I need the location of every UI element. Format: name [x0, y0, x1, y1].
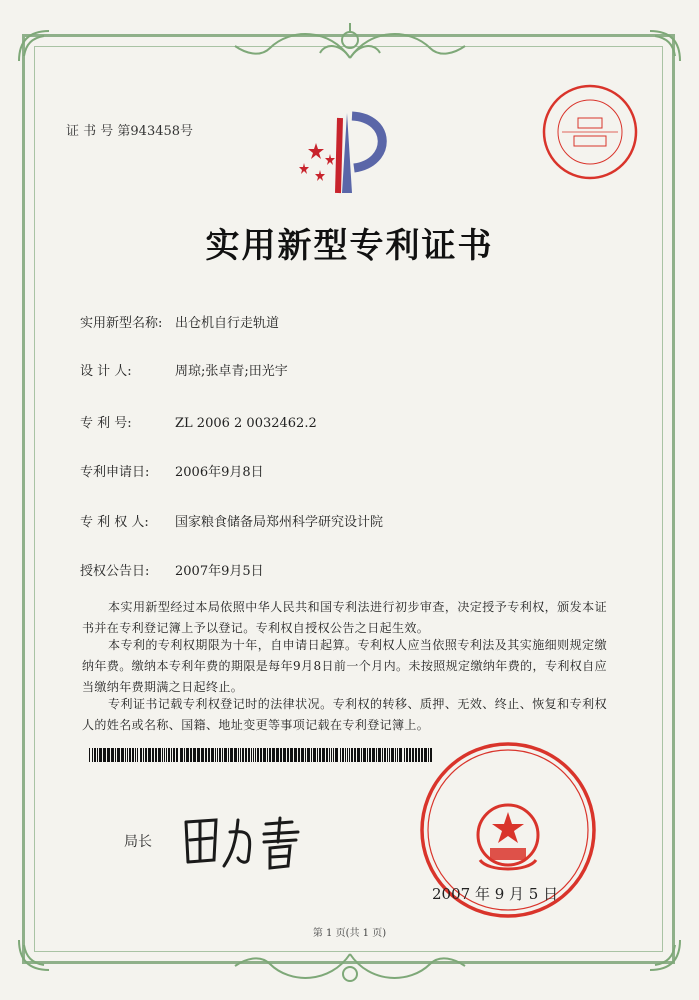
director-signature	[180, 812, 310, 872]
field-label: 授权公告日:	[80, 564, 150, 579]
field-value: 国家粮食储备局郑州科学研究设计院	[175, 515, 384, 530]
body-paragraph-1: 本实用新型经过本局依照中华人民共和国专利法进行初步审查，决定授予专利权，颁发本证书并在专利登记簿上予以登记。专利权自授权公告之日起生效。	[82, 600, 607, 635]
barcode-bar	[162, 748, 163, 762]
barcode-bar	[97, 748, 98, 762]
field-label: 专 利 号:	[80, 416, 132, 431]
barcode-bar	[158, 748, 161, 762]
barcode-bar	[307, 748, 310, 762]
barcode-bar	[257, 748, 259, 762]
barcode-bar	[219, 748, 221, 762]
barcode-bar	[228, 748, 229, 762]
barcode-bar	[193, 748, 196, 762]
field-label: 专利申请日:	[80, 465, 150, 480]
barcode-bar	[399, 748, 402, 762]
field-patentee	[80, 511, 383, 530]
certificate-title: 实用新型专利证书	[205, 226, 494, 266]
barcode-bar	[135, 748, 136, 762]
barcode-bar	[222, 748, 223, 762]
barcode-bar	[208, 748, 210, 762]
field-application-date	[80, 461, 264, 480]
tax-seal	[540, 82, 640, 182]
barcode-bar	[301, 748, 304, 762]
barcode-bar	[238, 748, 239, 762]
barcode-bar	[372, 748, 375, 762]
body-paragraph-2: 本专利的专利权期限为十年，自申请日起算。专利权人应当依照专利法及其实施细则规定缴纳年费。缴纳本专利年费的期限是每年9月8日前一个月内。未按照规定缴纳年费的，专利权自应当缴纳年费期满之日起终止。	[82, 638, 607, 694]
barcode-bar	[305, 748, 306, 762]
barcode-bar	[217, 748, 218, 762]
barcode-bar	[117, 748, 120, 762]
body-paragraph-3: 专利证书记载专利权登记时的法律状况。专利权的转移、质押、无效、终止、恢复和专利权人的姓名或名称、国籍、地址变更等事项记载在专利登记簿上。	[82, 697, 607, 732]
barcode-bar	[211, 748, 214, 762]
barcode-bar	[115, 748, 116, 762]
field-utility-model-name	[80, 312, 279, 331]
issue-date: 2007 年 9 月 5 日	[432, 885, 559, 903]
barcode-bar	[107, 748, 110, 762]
director-label: 局长	[124, 834, 152, 850]
barcode-bar	[245, 748, 247, 762]
barcode-bar	[397, 748, 398, 762]
field-label: 专 利 权 人:	[80, 515, 149, 530]
barcode-bar	[184, 748, 185, 762]
barcode-bar	[340, 748, 341, 762]
field-grant-date	[80, 560, 264, 579]
field-value: 2007年9月5日	[175, 564, 264, 579]
barcode-bar	[186, 748, 189, 762]
barcode-bar	[190, 748, 192, 762]
barcode-bar	[311, 748, 312, 762]
barcode-bar	[94, 748, 96, 762]
barcode-bar	[234, 748, 237, 762]
barcode-bar	[132, 748, 134, 762]
barcode-bar	[376, 748, 377, 762]
barcode-bar	[260, 748, 262, 762]
barcode-bar	[280, 748, 282, 762]
barcode-bar	[145, 748, 147, 762]
barcode-bar	[251, 748, 252, 762]
barcode-bar	[342, 748, 344, 762]
barcode-bar	[224, 748, 227, 762]
barcode-bar	[99, 748, 102, 762]
barcode-bar	[205, 748, 207, 762]
barcode-bar	[409, 748, 411, 762]
barcode-bar	[351, 748, 353, 762]
barcode-bar	[121, 748, 124, 762]
barcode-bar	[166, 748, 167, 762]
barcode-bar	[240, 748, 241, 762]
barcode-bar	[335, 748, 338, 762]
field-value: ZL 2006 2 0032462.2	[175, 416, 317, 431]
barcode-bar	[357, 748, 360, 762]
field-value: 出仓机自行走轨道	[175, 316, 280, 331]
barcode-bar	[294, 748, 297, 762]
barcode-bar	[361, 748, 362, 762]
barcode-bar	[412, 748, 414, 762]
barcode-bar	[378, 748, 381, 762]
barcode-bar	[283, 748, 286, 762]
barcode-bar	[331, 748, 332, 762]
barcode-bar	[171, 748, 172, 762]
barcode-bar	[269, 748, 271, 762]
barcode-bar	[319, 748, 321, 762]
field-value: 2006年9月8日	[175, 465, 264, 480]
barcode-bar	[248, 748, 250, 762]
barcode-bar	[326, 748, 328, 762]
barcode-bar	[384, 748, 386, 762]
barcode-bar	[415, 748, 417, 762]
barcode-bar	[349, 748, 350, 762]
barcode-bar	[333, 748, 334, 762]
barcode-bar	[329, 748, 330, 762]
barcode-bar	[354, 748, 356, 762]
barcode-bar	[317, 748, 318, 762]
corner-ornament-bl	[14, 935, 54, 975]
field-designer	[80, 360, 288, 379]
barcode-bar	[173, 748, 175, 762]
barcode-bar	[143, 748, 144, 762]
barcode-bar	[263, 748, 266, 762]
barcode-bar	[140, 748, 142, 762]
barcode-bar	[298, 748, 300, 762]
barcode-bar	[276, 748, 279, 762]
barcode-bar	[369, 748, 371, 762]
barcode-bar	[395, 748, 396, 762]
barcode-bar	[272, 748, 275, 762]
barcode-bar	[201, 748, 204, 762]
bottom-ornament	[230, 948, 470, 992]
barcode-bar	[164, 748, 165, 762]
barcode-bar	[253, 748, 254, 762]
field-label: 设 计 人:	[80, 364, 132, 379]
barcode-bar	[111, 748, 114, 762]
barcode-bar	[391, 748, 394, 762]
barcode-bar	[215, 748, 216, 762]
barcode-bar	[267, 748, 268, 762]
field-value: 周琼;张卓青;田光宇	[175, 364, 288, 379]
barcode-bar	[313, 748, 316, 762]
certificate-number-label: 证 书 号	[66, 124, 114, 139]
barcode-bar	[152, 748, 154, 762]
barcode-bar	[363, 748, 366, 762]
barcode-bar	[168, 748, 170, 762]
barcode-bar	[382, 748, 383, 762]
field-patent-number	[80, 412, 317, 431]
field-label: 实用新型名称:	[80, 316, 163, 331]
barcode-bar	[345, 748, 346, 762]
barcode-bar	[180, 748, 183, 762]
barcode-bar	[125, 748, 126, 762]
barcode-bar	[367, 748, 368, 762]
corner-ornament-tl	[14, 26, 54, 66]
barcode-bar	[103, 748, 106, 762]
barcode-bar	[287, 748, 289, 762]
top-ornament	[230, 18, 470, 68]
barcode-bar	[129, 748, 131, 762]
barcode	[89, 748, 434, 762]
barcode-bar	[322, 748, 325, 762]
barcode-bar	[290, 748, 293, 762]
barcode-bar	[255, 748, 256, 762]
barcode-bar	[127, 748, 128, 762]
barcode-bar	[389, 748, 390, 762]
barcode-bar	[89, 748, 90, 762]
barcode-bar	[242, 748, 244, 762]
barcode-bar	[148, 748, 151, 762]
barcode-bar	[155, 748, 157, 762]
barcode-bar	[137, 748, 138, 762]
patent-office-logo	[292, 108, 402, 198]
barcode-bar	[387, 748, 388, 762]
barcode-bar	[230, 748, 233, 762]
corner-ornament-br	[645, 935, 685, 975]
barcode-bar	[406, 748, 408, 762]
barcode-bar	[347, 748, 348, 762]
page-number: 第 1 页(共 1 页)	[312, 928, 387, 939]
certificate-number	[66, 120, 193, 139]
corner-ornament-tr	[645, 26, 685, 66]
certificate-number-value: 第943458号	[117, 124, 194, 139]
barcode-bar	[404, 748, 405, 762]
barcode-bar	[197, 748, 200, 762]
barcode-bar	[176, 748, 178, 762]
barcode-bar	[92, 748, 93, 762]
